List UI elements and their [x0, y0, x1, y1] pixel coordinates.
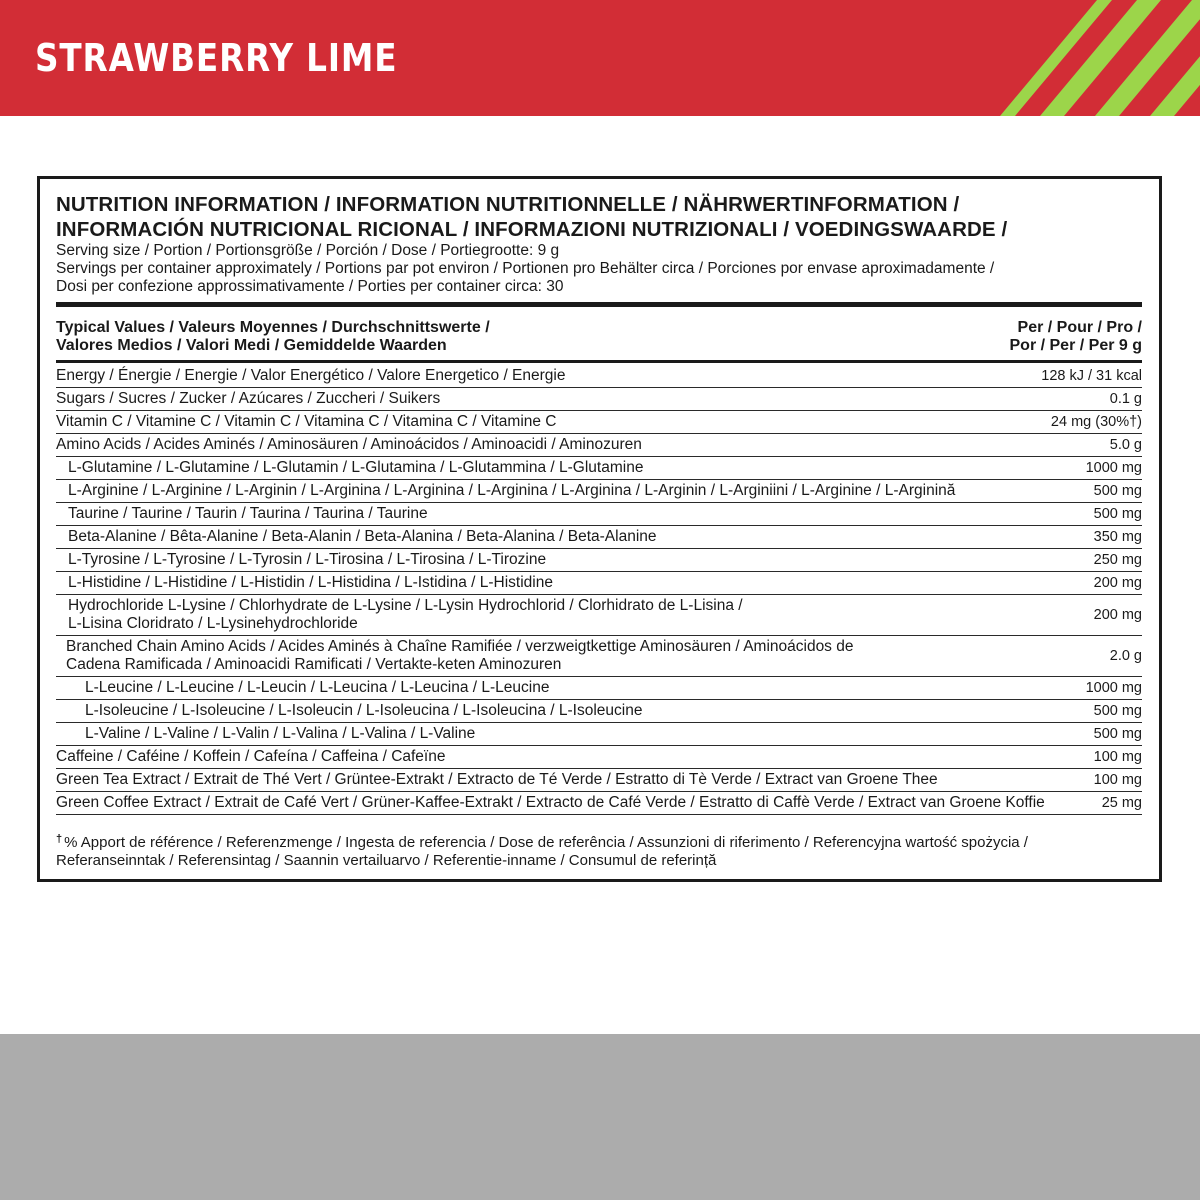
nutrient-label-line2: L-Lisina Cloridrato / L-Lysinehydrochloride [68, 615, 358, 632]
nutrient-value: 500 mg [1093, 703, 1142, 719]
nutrient-value: 25 mg [1101, 795, 1142, 811]
table-row [56, 480, 1142, 503]
footnote-text-line1: % Apport de référence / Referenzmenge / Ingesta de referencia / Dose de referência / Assunzioni di riferimento / Referencyjna wartość spożycia / [64, 834, 1028, 851]
nutrition-heading-line1: NUTRITION INFORMATION / INFORMATION NUTRITIONNELLE / NÄHRWERTINFORMATION / [56, 193, 960, 216]
table-row [56, 434, 1142, 457]
footnote-text-line2: Referanseinntak / Referensintag / Saannin vertailuarvo / Referentie-inname / Consumul de referință [56, 852, 717, 869]
nutrient-value: 350 mg [1093, 529, 1142, 545]
nutrient-label: Green Coffee Extract / Extrait de Café Vert / Grüner-Kaffee-Extrakt / Extracto de Café Verde / Estratto di Caffè Verde / Extract van Groene Koffie [56, 794, 1045, 811]
typical-values-header [56, 319, 490, 355]
table-row [56, 411, 1142, 434]
nutrient-value: 0.1 g [1109, 391, 1142, 407]
dagger-mark: † [56, 833, 63, 845]
nutrient-label: L-Glutamine / L-Glutamine / L-Glutamin / L-Glutamina / L-Glutammina / L-Glutamine [68, 459, 644, 476]
per-serving-header [1010, 319, 1143, 355]
nutrition-heading-line2: INFORMACIÓN NUTRICIONAL RICIONAL / INFORMAZIONI NUTRIZIONALI / VOEDINGSWAARDE / [56, 218, 1008, 241]
nutrient-value: 500 mg [1093, 506, 1142, 522]
servings-per-container-line2: Dosi per confezione approssimativamente / Porties per container circa: 30 [56, 278, 564, 295]
nutrient-value: 2.0 g [1109, 648, 1142, 664]
footnote-line1 [56, 830, 1142, 852]
per-serving-line1: Per / Pour / Pro / [1017, 319, 1142, 336]
table-row [56, 526, 1142, 549]
servings-per-container-line1: Servings per container approximately / Portions par pot environ / Portionen pro Behälter circa / Porciones por envase aproximadamente / [56, 260, 995, 277]
nutrient-table [56, 365, 1142, 815]
nutrition-intro [56, 192, 1146, 296]
table-row [56, 700, 1142, 723]
table-row [56, 677, 1142, 700]
table-row [56, 723, 1142, 746]
nutrient-label: L-Arginine / L-Arginine / L-Arginin / L-Arginina / L-Arginina / L-Arginina / L-Arginina / L-Arginin / L-Arginiini / L-Arginine / L-Arginină [68, 482, 956, 499]
nutrient-value: 100 mg [1093, 749, 1142, 765]
serving-size: Serving size / Portion / Portionsgröße / Porción / Dose / Portiegrootte: 9 g [56, 242, 560, 259]
table-row [56, 746, 1142, 769]
nutrient-label: Beta-Alanine / Bêta-Alanine / Beta-Alanin / Beta-Alanina / Beta-Alanina / Beta-Alanine [68, 528, 657, 545]
nutrient-value: 200 mg [1093, 607, 1142, 623]
table-row [56, 365, 1142, 388]
nutrient-label: Green Tea Extract / Extrait de Thé Vert / Grüntee-Extrakt / Extracto de Té Verde / Estratto di Tè Verde / Extract van Groene Thee [56, 771, 938, 788]
nutrient-value: 1000 mg [1085, 460, 1142, 476]
divider-thin [56, 360, 1142, 363]
table-row [56, 572, 1142, 595]
nutrient-label: L-Leucine / L-Leucine / L-Leucin / L-Leucina / L-Leucina / L-Leucine [85, 679, 550, 696]
flavor-header-band [0, 0, 1200, 116]
nutrient-value: 200 mg [1093, 575, 1142, 591]
nutrient-label [66, 638, 853, 674]
nutrient-label [68, 597, 743, 633]
nutrient-value: 500 mg [1093, 483, 1142, 499]
table-row [56, 503, 1142, 526]
nutrient-label: L-Valine / L-Valine / L-Valin / L-Valina / L-Valina / L-Valine [85, 725, 476, 742]
divider-thick [56, 302, 1142, 307]
nutrient-label: Energy / Énergie / Energie / Valor Energético / Valore Energetico / Energie [56, 367, 566, 384]
nutrient-label: Vitamin C / Vitamine C / Vitamin C / Vitamina C / Vitamina C / Vitamine C [56, 413, 557, 430]
nutrient-label-line2: Cadena Ramificada / Aminoacidi Ramificati / Vertakte-keten Aminozuren [66, 656, 562, 673]
typical-values-line1: Typical Values / Valeurs Moyennes / Durchschnittswerte / [56, 319, 490, 336]
nutrient-label: Taurine / Taurine / Taurin / Taurina / Taurina / Taurine [68, 505, 428, 522]
typical-values-line2: Valores Medios / Valori Medi / Gemiddelde Waarden [56, 337, 447, 354]
nutrient-label-line1: Branched Chain Amino Acids / Acides Aminés à Chaîne Ramifiée / verzweigtkettige Aminosäuren / Aminoácidos de [66, 638, 854, 655]
nutrient-value: 100 mg [1093, 772, 1142, 788]
table-row [56, 388, 1142, 411]
nutrient-label: Caffeine / Caféine / Koffein / Cafeína / Caffeina / Cafeïne [56, 748, 446, 765]
nutrient-label: Amino Acids / Acides Aminés / Aminosäuren / Aminoácidos / Aminoacidi / Aminozuren [56, 436, 642, 453]
nutrient-label: L-Tyrosine / L-Tyrosine / L-Tyrosin / L-Tirosina / L-Tirosina / L-Tirozine [68, 551, 547, 568]
bottom-gray-band [0, 1034, 1200, 1200]
table-row [56, 769, 1142, 792]
per-serving-line2: Por / Per / Per 9 g [1009, 337, 1142, 354]
table-row [56, 549, 1142, 572]
table-row [56, 457, 1142, 480]
nutrition-panel [37, 176, 1162, 882]
nutrient-value: 5.0 g [1109, 437, 1142, 453]
table-row [56, 595, 1142, 636]
nutrient-value: 128 kJ / 31 kcal [1041, 368, 1142, 384]
nutrient-label-line1: Hydrochloride L-Lysine / Chlorhydrate de L-Lysine / L-Lysin Hydrochlorid / Clorhidrato de L-Lisina / [68, 597, 743, 614]
table-row [56, 636, 1142, 677]
reference-intake-footnote [56, 830, 1142, 870]
flavor-title: STRAWBERRY LIME [35, 36, 398, 80]
nutrient-label: Sugars / Sucres / Zucker / Azúcares / Zuccheri / Suikers [56, 390, 441, 407]
nutrient-value: 250 mg [1093, 552, 1142, 568]
nutrient-value: 1000 mg [1085, 680, 1142, 696]
nutrient-value: 24 mg (30%†) [1050, 414, 1142, 430]
nutrient-value: 500 mg [1093, 726, 1142, 742]
nutrient-label: L-Isoleucine / L-Isoleucine / L-Isoleucin / L-Isoleucina / L-Isoleucina / L-Isoleucine [85, 702, 643, 719]
nutrient-label: L-Histidine / L-Histidine / L-Histidin / L-Histidina / L-Istidina / L-Histidine [68, 574, 553, 591]
table-row [56, 792, 1142, 815]
